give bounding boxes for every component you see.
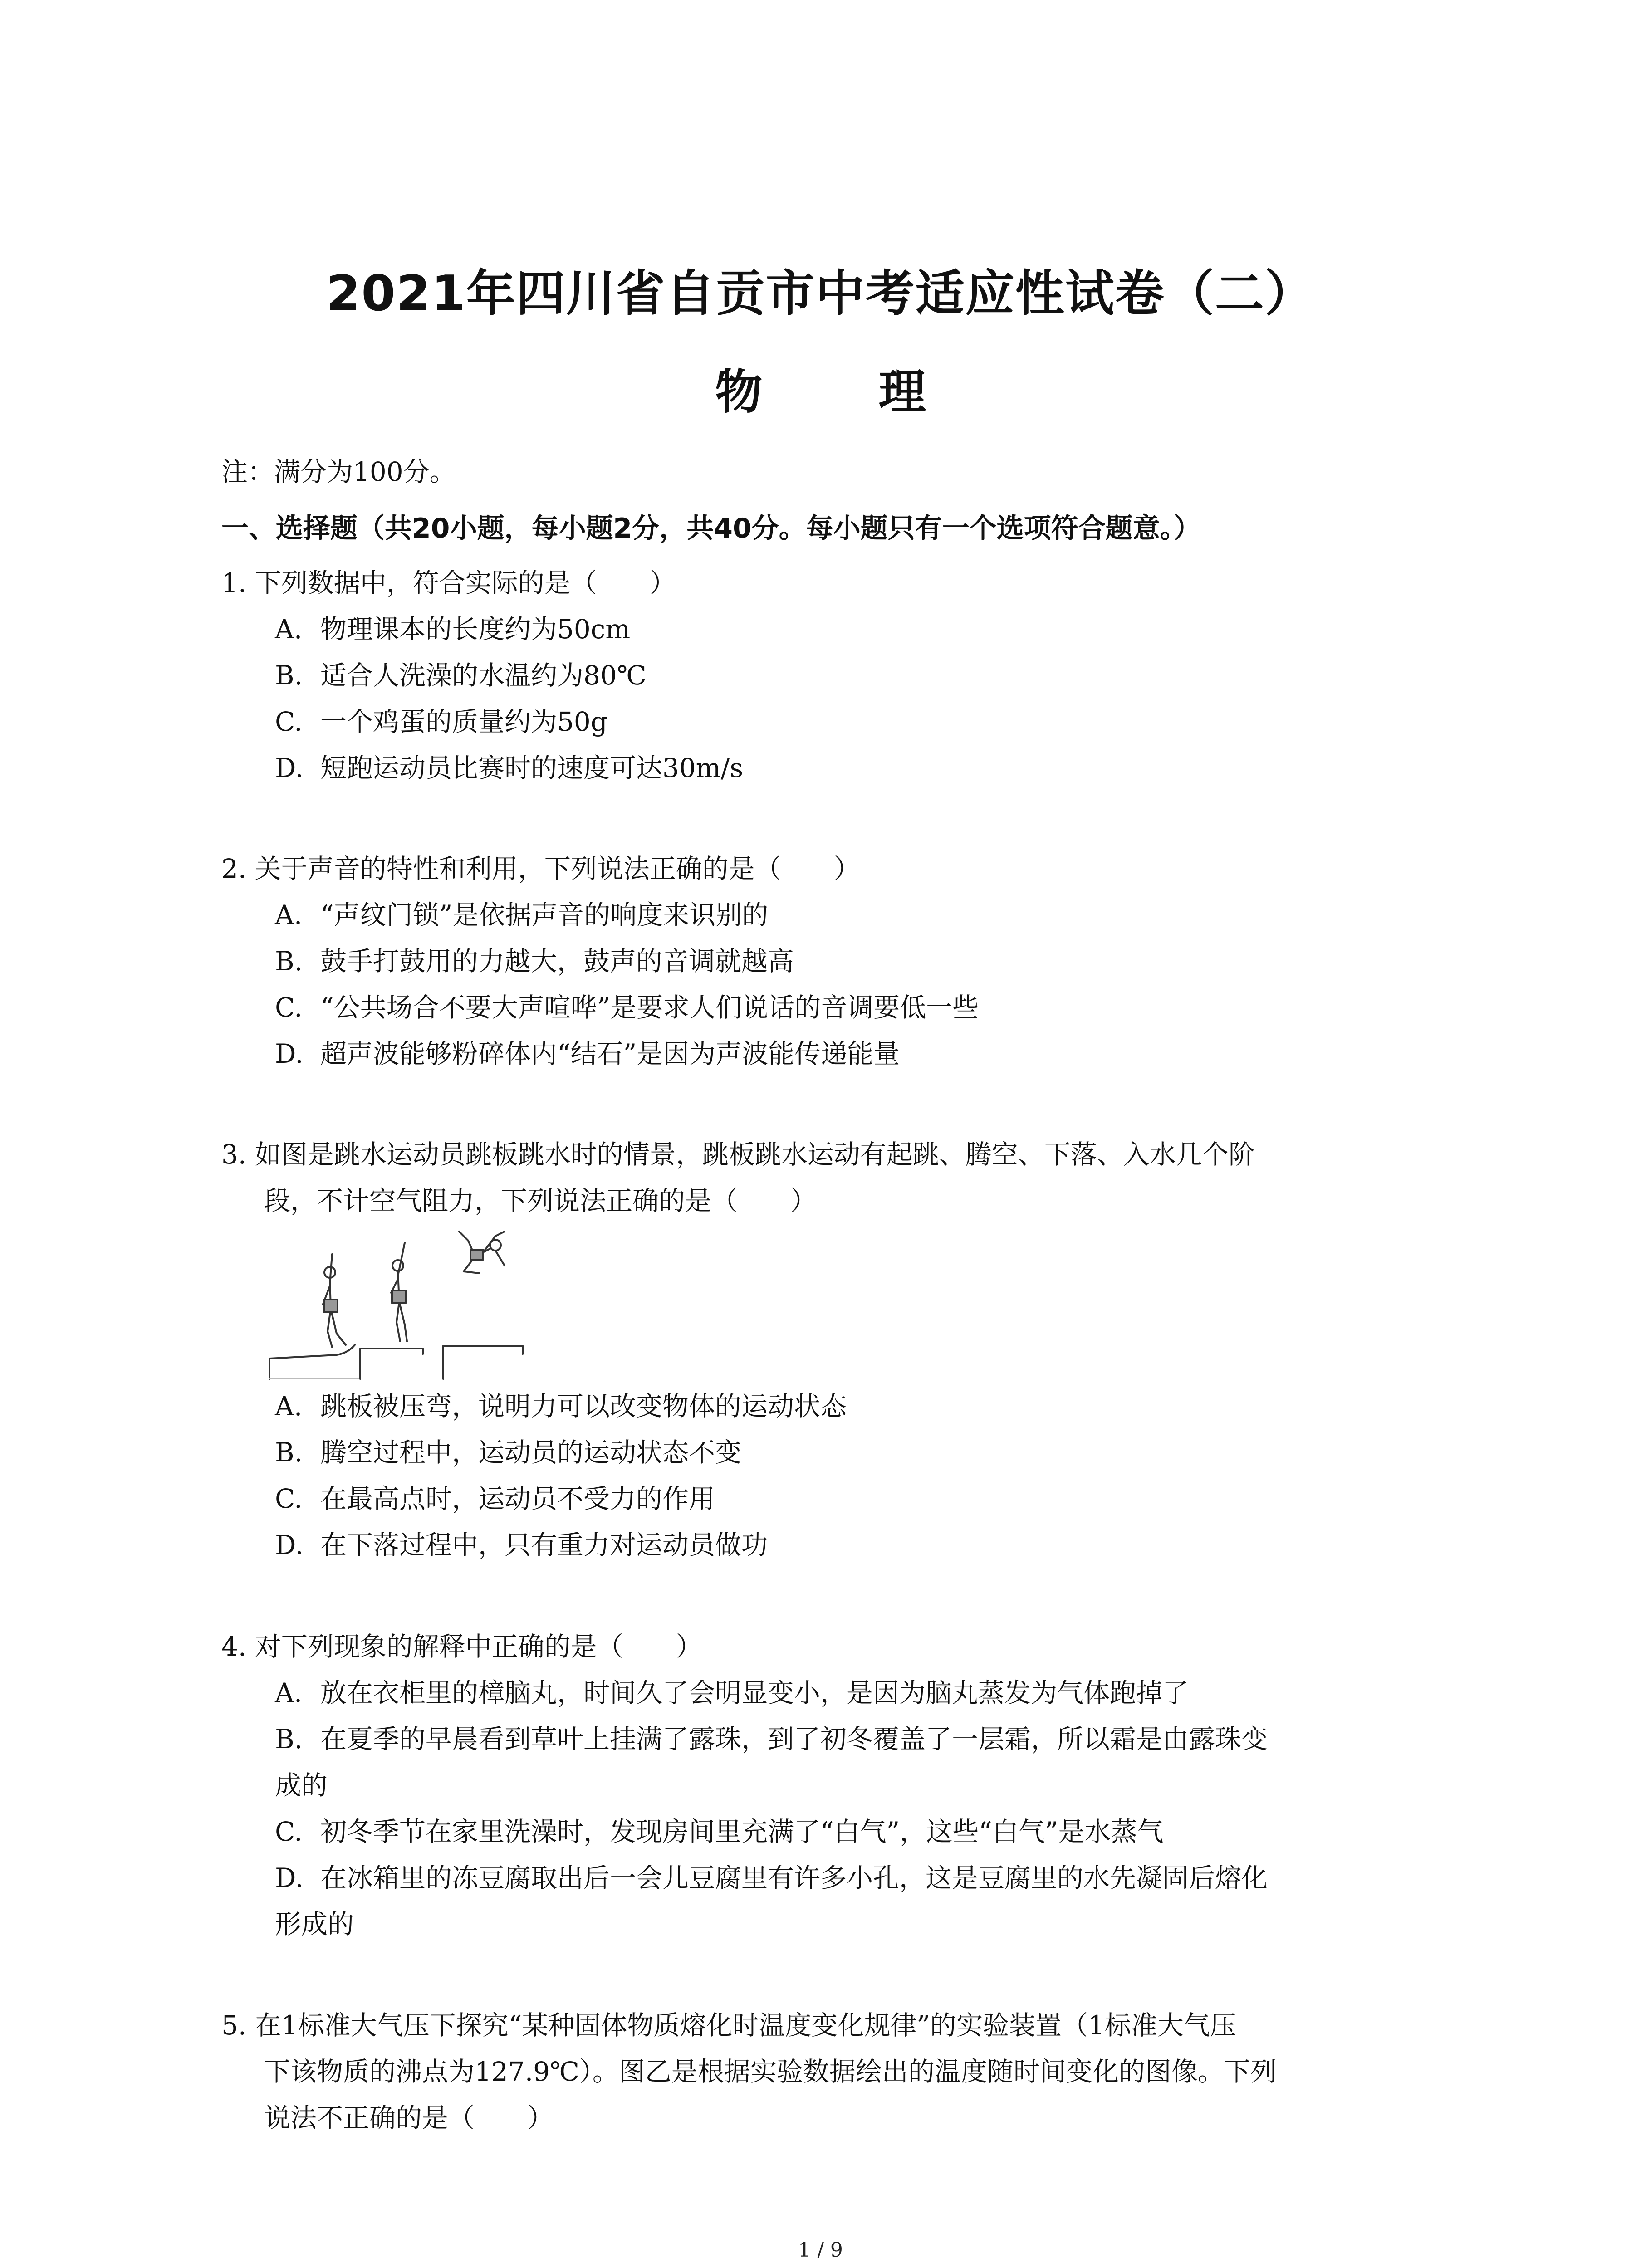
option-text: 短跑运动员比赛时的速度可达30m/s bbox=[320, 753, 744, 783]
question-4-option-b-cont: 成的 bbox=[275, 1770, 328, 1801]
question-2-option-a bbox=[275, 899, 768, 931]
option-text: 一个鸡蛋的质量约为50g bbox=[320, 706, 607, 737]
diving-figure-image bbox=[269, 1222, 532, 1390]
section-heading: 一、选择题（共20小题，每小题2分，共40分。每小题只有一个选项符合题意。） bbox=[221, 513, 1201, 544]
question-1-stem: 1. 下列数据中，符合实际的是（ ） bbox=[221, 567, 676, 598]
option-letter: D. bbox=[275, 753, 304, 783]
score-note: 注：满分为100分。 bbox=[221, 456, 456, 487]
question-1-option-a bbox=[275, 613, 630, 645]
question-4-stem: 4. 对下列现象的解释中正确的是（ ） bbox=[221, 1631, 702, 1662]
option-text: 鼓手打鼓用的力越大，鼓声的音调就越高 bbox=[320, 946, 794, 977]
page-number: 1 / 9 bbox=[798, 2239, 843, 2262]
question-4-option-c bbox=[275, 1816, 1164, 1848]
option-text: 腾空过程中，运动员的运动状态不变 bbox=[320, 1437, 742, 1468]
option-text: 物理课本的长度约为50cm bbox=[320, 614, 631, 645]
question-2-option-b bbox=[275, 945, 794, 977]
option-letter: A. bbox=[275, 1391, 303, 1422]
question-3-stem-line-1: 3. 如图是跳水运动员跳板跳水时的情景，跳板跳水运动有起跳、腾空、下落、入水几个阶 bbox=[221, 1139, 1255, 1170]
option-letter: A. bbox=[275, 614, 303, 645]
option-letter: B. bbox=[275, 946, 303, 977]
option-letter: B. bbox=[275, 1724, 303, 1755]
option-letter: D. bbox=[275, 1038, 304, 1069]
question-2-option-c bbox=[275, 992, 979, 1023]
option-text: 放在衣柜里的樟脑丸，时间久了会明显变小，是因为脑丸蒸发为气体跑掉了 bbox=[320, 1677, 1189, 1708]
question-5-stem-line-1: 5. 在1标准大气压下探究“某种固体物质熔化时温度变化规律”的实验装置（1标准大气压 bbox=[221, 2010, 1236, 2041]
question-3-option-a bbox=[275, 1390, 847, 1422]
exam-subject: 物 理 bbox=[715, 364, 976, 420]
option-text: 跳板被压弯，说明力可以改变物体的运动状态 bbox=[320, 1391, 847, 1422]
question-3-option-c bbox=[275, 1483, 715, 1515]
question-2-option-d bbox=[275, 1038, 900, 1070]
option-letter: D. bbox=[275, 1862, 304, 1893]
option-letter: B. bbox=[275, 1437, 303, 1468]
option-letter: A. bbox=[275, 899, 303, 930]
question-1-option-d bbox=[275, 752, 743, 784]
question-1-option-c bbox=[275, 706, 607, 738]
option-text: “公共场合不要大声喧哗”是要求人们说话的音调要低一些 bbox=[320, 992, 979, 1023]
option-text: 在下落过程中，只有重力对运动员做功 bbox=[320, 1530, 768, 1560]
option-letter: C. bbox=[275, 706, 303, 737]
springboard bbox=[269, 1345, 355, 1379]
question-4-option-a bbox=[275, 1677, 1189, 1709]
option-text: 在最高点时，运动员不受力的作用 bbox=[320, 1483, 715, 1514]
option-text: 适合人洗澡的水温约为80℃ bbox=[320, 660, 647, 691]
option-letter: C. bbox=[275, 1483, 303, 1514]
question-3-option-d bbox=[275, 1529, 768, 1561]
platform-right bbox=[443, 1346, 523, 1379]
question-4-option-d-cont: 形成的 bbox=[275, 1909, 354, 1940]
option-text: “声纹门锁”是依据声音的响度来识别的 bbox=[320, 899, 769, 930]
question-5-stem-line-2: 下该物质的沸点为127.9℃）。图乙是根据实验数据绘出的温度随时间变化的图像。下列 bbox=[264, 2056, 1277, 2087]
option-letter: C. bbox=[275, 1816, 303, 1847]
option-letter: A. bbox=[275, 1677, 303, 1708]
exam-title: 2021年四川省自贡市中考适应性试卷（二） bbox=[326, 265, 1315, 322]
option-text: 在夏季的早晨看到草叶上挂满了露珠，到了初冬覆盖了一层霜，所以霜是由露珠变 bbox=[320, 1724, 1268, 1755]
option-text: 在冰箱里的冻豆腐取出后一会儿豆腐里有许多小孔，这是豆腐里的水先凝固后熔化 bbox=[320, 1862, 1268, 1893]
question-3-option-b bbox=[275, 1437, 741, 1468]
question-2-stem: 2. 关于声音的特性和利用，下列说法正确的是（ ） bbox=[221, 853, 860, 884]
question-1-option-b bbox=[275, 660, 647, 691]
question-4-option-b bbox=[275, 1723, 1268, 1755]
platform-middle bbox=[360, 1349, 423, 1379]
option-text: 初冬季节在家里洗澡时，发现房间里充满了“白气”，这些“白气”是水蒸气 bbox=[320, 1816, 1164, 1847]
option-letter: D. bbox=[275, 1530, 304, 1560]
question-5-stem-line-3: 说法不正确的是（ ） bbox=[264, 2102, 554, 2133]
option-letter: B. bbox=[275, 660, 303, 691]
question-3-stem-line-2: 段，不计空气阻力，下列说法正确的是（ ） bbox=[264, 1185, 817, 1216]
option-text: 超声波能够粉碎体内“结石”是因为声波能传递能量 bbox=[320, 1038, 900, 1069]
option-letter: C. bbox=[275, 992, 303, 1023]
question-4-option-d bbox=[275, 1862, 1268, 1894]
